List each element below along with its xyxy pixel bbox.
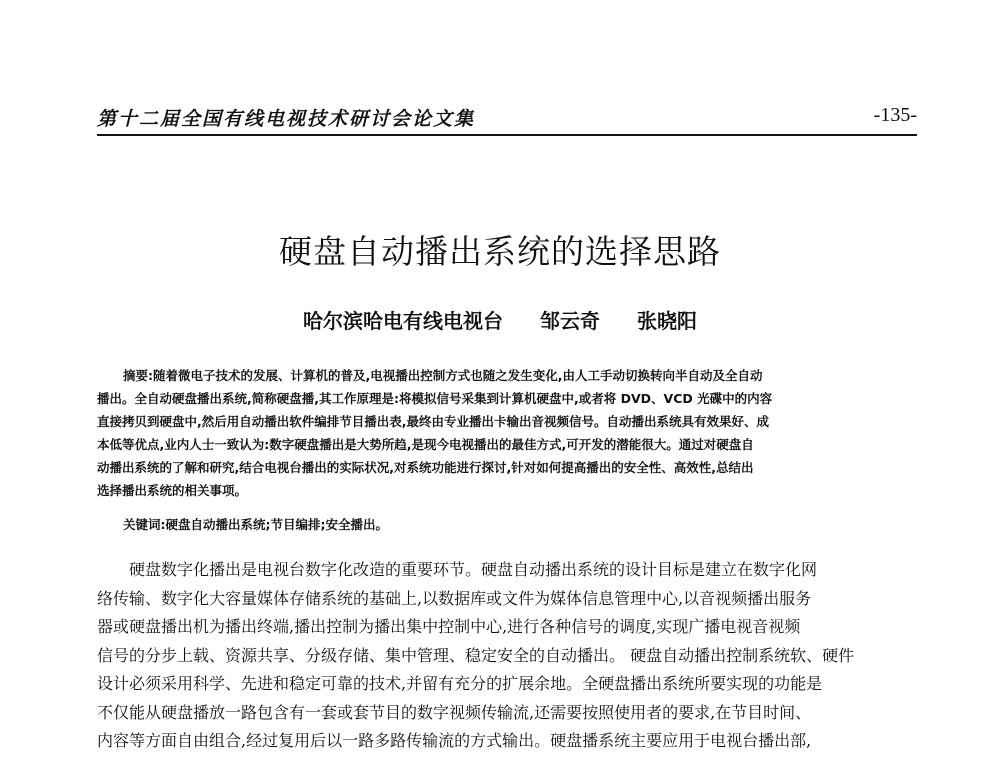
abstract-line: 动播出系统的了解和研究,结合电视台播出的实际状况,对系统功能进行探讨,针对如何提高播出的安全性、高效性,总结出 <box>97 460 754 475</box>
abstract-line: 直接拷贝到硬盘中,然后用自动播出软件编排节目播出表,最终由专业播出卡输出音视频信号。自动播出系统具有效果好、成 <box>97 414 769 429</box>
keywords: 关键词:硬盘自动播出系统;节目编排;安全播出。 <box>123 517 388 532</box>
journal-title: 第十二届全国有线电视技术研讨会论文集 <box>97 108 476 130</box>
body-line: 络传输、数字化大容量媒体存储系统的基础上,以数据库或文件为媒体信息管理中心,以音视频播出服务 <box>97 588 812 608</box>
author-name: 邹云奇 <box>540 309 600 333</box>
abstract-line: 摘要:随着微电子技术的发展、计算机的普及,电视播出控制方式也随之发生变化,由人工手动切换转向半自动及全自动 <box>123 368 763 383</box>
abstract-line: 选择播出系统的相关事项。 <box>97 483 248 498</box>
running-header <box>97 104 917 136</box>
abstract <box>97 364 917 502</box>
body-line: 设计必须采用科学、先进和稳定可靠的技术,并留有充分的扩展余地。全硬盘播出系统所要实现的功能是 <box>97 674 823 693</box>
body-paragraph <box>97 556 917 756</box>
authors-line <box>0 305 1000 334</box>
body-line: 信号的分步上载、资源共享、分级存储、集中管理、稳定安全的自动播出。 硬盘自动播出控制系统软、硬件 <box>97 645 855 665</box>
affiliation: 哈尔滨哈电有线电视台 <box>303 309 504 333</box>
paper-title: 硬盘自动播出系统的选择思路 <box>279 232 721 271</box>
author-name: 张晓阳 <box>636 309 697 333</box>
page-number: -135- <box>873 104 917 126</box>
abstract-line: 本低等优点,业内人士一致认为:数字硬盘播出是大势所趋,是现今电视播出的最佳方式,可开发的潜能很大。通过对硬盘自 <box>97 437 754 452</box>
body-line: 器或硬盘播出机为播出终端,播出控制为播出集中控制中心,进行各种信号的调度,实现广播电视音视频 <box>97 617 801 636</box>
body-line: 不仅能从硬盘播放一路包含有一套或套节目的数字视频传输流,还需要按照使用者的要求,在节目时间、 <box>97 702 812 722</box>
body-line: 硬盘数字化播出是电视台数字化改造的重要环节。硬盘自动播出系统的设计目标是建立在数字化网 <box>129 560 818 579</box>
body-line: 内容等方面自由组合,经过复用后以一路多路传输流的方式输出。硬盘播系统主要应用于电视台播出部, <box>97 731 812 750</box>
abstract-line: 播出。全自动硬盘播出系统,简称硬盘播,其工作原理是:将模拟信号采集到计算机硬盘中,或者将 DVD、VCD 光碟中的内容 <box>97 391 773 406</box>
